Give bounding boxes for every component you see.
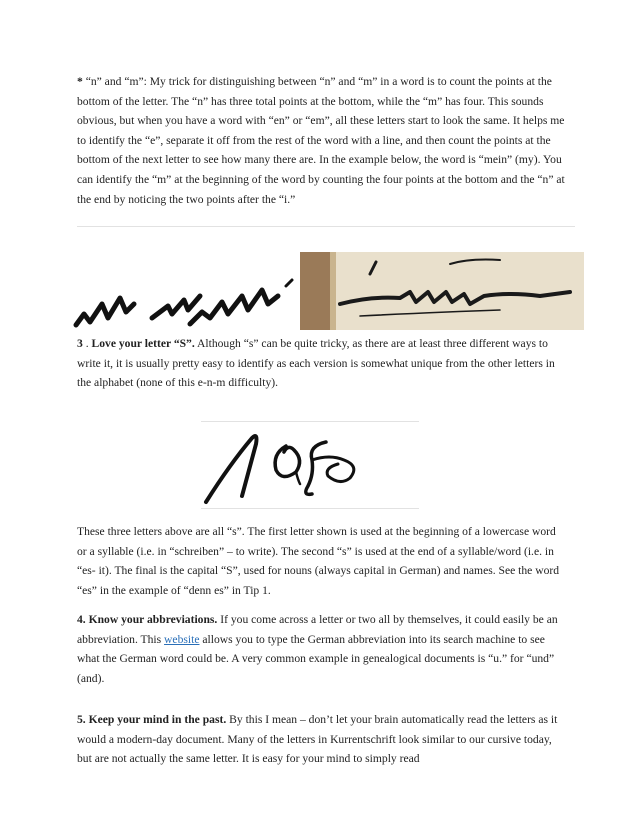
divider [201,421,419,422]
tip4-heading: 4. Know your abbreviations. [77,613,218,626]
handwritten-mein-photo [300,252,584,330]
tip4-paragraph: 4. Know your abbreviations. If you come across a letter or two all by themselves, it could easily be an abbreviation. This website allows you to type the German abbreviation into its search machine to see what the German word could be. A very common example in genealogical documents is “u.” for “und” (and). [77,613,558,685]
bullet-star: * [77,75,83,88]
divider [201,508,419,509]
paragraph-n-m-trick: * “n” and “m”: My trick for distinguishing between “n” and “m” in a word is to count the points at the bottom of the letter. The “n” has three total points at the bottom, while the “m” has four. This sounds obvious, but when you have a word with “en” or “em”, all these letters start to look the same. It helps me to identify the “e”, separate it off from the rest of the word with a line, and then count the points at the bottom of the next letter to see how many there are. In the example below, the word is “mein” (my). You can identify the “m” at the beginning of the word by counting the four points at the bottom and the “n” at the end by noticing the two points after the “i.” [77,75,565,206]
tip3-heading: Love your letter “S”. [91,337,195,350]
website-link[interactable]: website [164,632,200,646]
handwritten-n-m-image [72,268,297,333]
tip5-heading: 5. Keep your mind in the past. [77,713,227,726]
handwritten-s-forms-image [200,424,380,508]
tip5-paragraph: 5. Keep your mind in the past. By this I mean – don’t let your brain automatically read the letters as it would a modern-day document. Many of the letters in Kurrentschrift look similar to our cursive today, but are not actually the same letter. It is easy for your mind to simply read [77,713,558,766]
divider [77,226,575,227]
tip3-paragraph: 3 . Love your letter “S”. Although “s” can be quite tricky, as there are at least three different ways to write it, it is usually pretty easy to identify as each version is somewhat unique from the other letters in the alphabet (none of this e-n-m difficulty). [77,337,555,390]
s-explanation-paragraph: These three letters above are all “s”. The first letter shown is used at the beginning of a lowercase word or a syllable (i.e. in “schreiben” – to write). The second “s” is used at the end of a syllable/word (i.e. in “es- it). The final is the capital “S”, used for nouns (always capital in German) and names. See the word “es” in the example of “denn es” in Tip 1. [77,525,560,597]
